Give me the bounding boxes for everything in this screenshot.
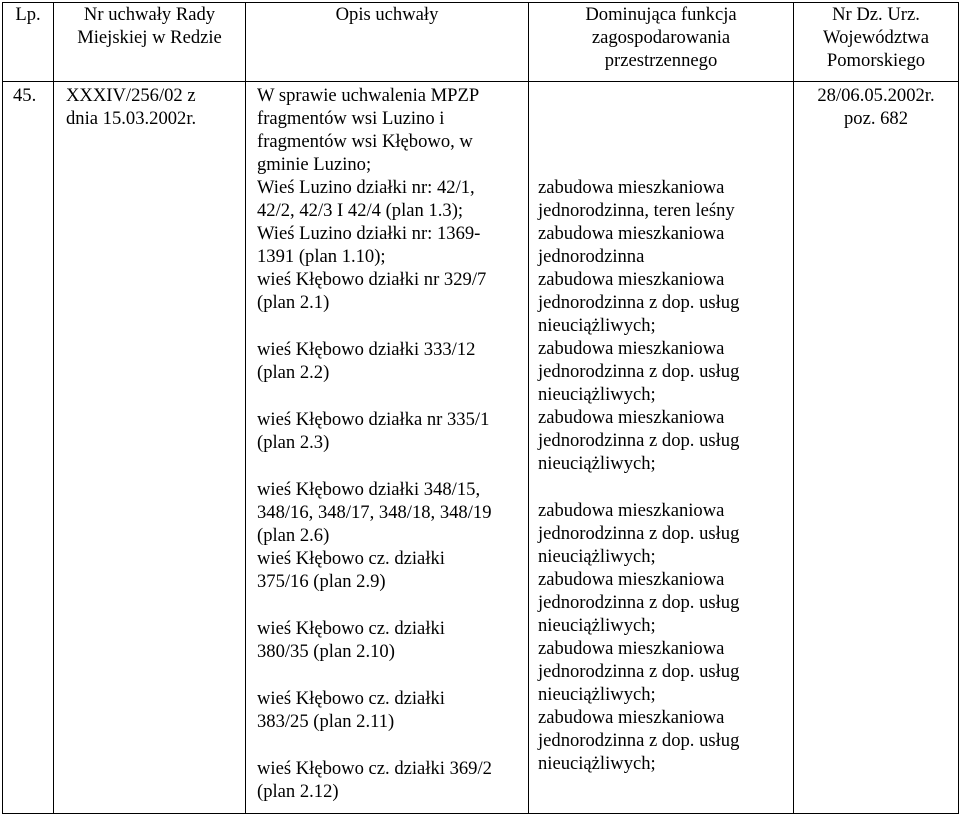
description-line: 380/35 (plan 2.10): [257, 641, 395, 662]
description-line: wieś Kłębowo działki 333/12: [257, 339, 476, 360]
cell-official-journal: 28/06.05.2002r. poz. 682: [794, 82, 959, 814]
description-line: 1391 (plan 1.10);: [257, 246, 386, 267]
table-row: [3, 82, 959, 814]
cell-description: [246, 82, 529, 814]
description-line: wieś Kłębowo cz. działki: [257, 688, 445, 709]
header-lp: Lp.: [3, 3, 54, 82]
header-description: Opis uchwały: [246, 3, 529, 82]
function-line: zabudowa mieszkaniowa: [538, 638, 725, 659]
description-line: (plan 2.3): [257, 432, 330, 453]
cell-resolution-number: XXXIV/256/02 z dnia 15.03.2002r.: [54, 82, 246, 814]
table-header-row: [3, 3, 959, 82]
description-line: 348/16, 348/17, 348/18, 348/19: [257, 502, 492, 523]
resolutions-table: [2, 2, 959, 814]
function-line: jednorodzinna z dop. usług: [538, 292, 740, 313]
description-line: 375/16 (plan 2.9): [257, 571, 386, 592]
description-line: wieś Kłębowo cz. działki: [257, 548, 445, 569]
function-line: nieuciążliwych;: [538, 684, 656, 705]
description-line: fragmentów wsi Kłębowo, w: [257, 131, 473, 152]
header-resolution-number: Nr uchwały Rady Miejskiej w Redzie: [54, 3, 246, 82]
description-line: wieś Kłębowo cz. działki: [257, 618, 445, 639]
function-line: nieuciążliwych;: [538, 546, 656, 567]
cell-lp: 45.: [3, 82, 54, 814]
cell-dominant-function: [529, 82, 794, 814]
function-line: jednorodzinna z dop. usług: [538, 730, 740, 751]
description-line: (plan 2.2): [257, 362, 330, 383]
function-line: jednorodzinna z dop. usług: [538, 361, 740, 382]
description-line: (plan 2.12): [257, 781, 339, 802]
function-line: zabudowa mieszkaniowa: [538, 707, 725, 728]
function-line: zabudowa mieszkaniowa: [538, 223, 725, 244]
function-line: jednorodzinna z dop. usług: [538, 430, 740, 451]
description-line: Wieś Luzino działki nr: 1369-: [257, 223, 481, 244]
function-line: nieuciążliwych;: [538, 453, 656, 474]
description-line: wieś Kłębowo działki 348/15,: [257, 479, 481, 500]
function-line: zabudowa mieszkaniowa: [538, 569, 725, 590]
function-line: jednorodzinna z dop. usług: [538, 592, 740, 613]
function-line: jednorodzinna: [538, 246, 645, 267]
description-line: (plan 2.6): [257, 525, 330, 546]
function-line: nieuciążliwych;: [538, 615, 656, 636]
header-official-journal: Nr Dz. Urz. Województwa Pomorskiego: [794, 3, 959, 82]
description-line: wieś Kłębowo działka nr 335/1: [257, 409, 490, 430]
description-line: fragmentów wsi Luzino i: [257, 108, 445, 129]
function-line: zabudowa mieszkaniowa: [538, 269, 725, 290]
function-line: zabudowa mieszkaniowa: [538, 407, 725, 428]
header-dominant-function: Dominująca funkcja zagospodarowania przestrzennego: [529, 3, 794, 82]
function-line: nieuciążliwych;: [538, 315, 656, 336]
description-line: wieś Kłębowo działki nr 329/7: [257, 269, 487, 290]
description-line: 42/2, 42/3 I 42/4 (plan 1.3);: [257, 200, 464, 221]
function-line: zabudowa mieszkaniowa: [538, 500, 725, 521]
function-line: jednorodzinna, teren leśny: [538, 200, 735, 221]
function-line: jednorodzinna z dop. usług: [538, 661, 740, 682]
description-line: wieś Kłębowo cz. działki 369/2: [257, 758, 492, 779]
function-line: zabudowa mieszkaniowa: [538, 177, 725, 198]
description-line: 383/25 (plan 2.11): [257, 711, 395, 732]
description-line: (plan 2.1): [257, 292, 330, 313]
function-line: nieuciążliwych;: [538, 384, 656, 405]
description-line: gminie Luzino;: [257, 154, 372, 175]
function-line: jednorodzinna z dop. usług: [538, 523, 740, 544]
description-line: W sprawie uchwalenia MPZP: [257, 85, 480, 106]
description-line: Wieś Luzino działki nr: 42/1,: [257, 177, 475, 198]
function-line: zabudowa mieszkaniowa: [538, 338, 725, 359]
function-line: nieuciążliwych;: [538, 753, 656, 774]
